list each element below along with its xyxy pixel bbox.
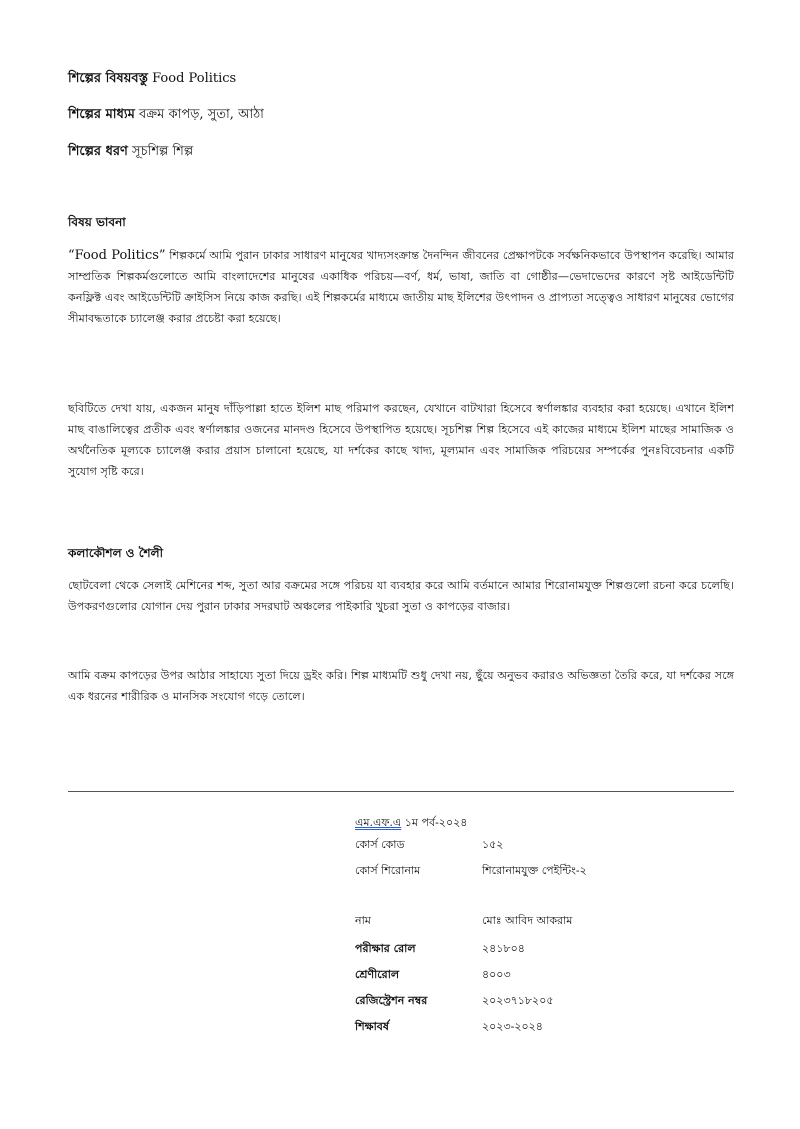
info-label: কোর্স শিরোনাম — [355, 864, 421, 877]
info-row — [355, 1018, 655, 1036]
info-value: ২০২৩৭১৮২০৫ — [482, 994, 554, 1007]
type-value: সূচশিল্প শিল্প — [132, 144, 194, 159]
topic-label: শিল্পের বিষয়বস্তু — [68, 71, 148, 86]
info-value: ২০২৩-২০২৪ — [482, 1020, 543, 1033]
info-row — [355, 992, 655, 1010]
info-row — [355, 912, 655, 930]
info-label: রেজিস্ট্রেশন নম্বর — [355, 994, 428, 1007]
info-label: কোর্স কোড — [355, 838, 405, 851]
info-value: ১৫২ — [482, 838, 504, 851]
technique-paragraph-2: আমি বক্রম কাপড়ের উপর আঠার সাহায্যে সুতা দিয়ে ড্রইং করি। শিল্প মাধ্যমটি শুধু দেখা নয়, ছুঁয়ে অনুভব করারও অভিজ্ঞতা তৈরি করে, যা দর্শকের সঙ্গে এক ধরনের শারীরিক ও মানসিক সংযোগ গড়ে তোলে। — [68, 669, 734, 703]
medium-label: শিল্পের মাধ্যম — [68, 107, 135, 122]
footer-divider — [68, 791, 734, 792]
info-label: শিক্ষাবর্ষ — [355, 1020, 389, 1033]
technique-paragraph-1: ছোটবেলা থেকে সেলাই মেশিনের শব্দ, সুতা আর বক্রমের সঙ্গে পরিচয় যা ব্যবহার করে আমি বর্তমানে আমার শিরোনামযুক্ত শিল্পগুলো রচনা করে চলেছি। উপকরণগুলোর যোগান দেয় পুরান ঢাকার সদরঘাট অঞ্চলের পাইকারি খুচরা সুতা ও কাপড়ের বাজার। — [68, 579, 734, 613]
info-label: নাম — [355, 914, 371, 927]
info-value: শিরোনামযুক্ত পেইন্টিং-২ — [482, 864, 587, 877]
concept-paragraph-1-text: শিল্পকর্মে আমি পুরান ঢাকার সাধারণ মানুষের খাদ্যসংক্রান্ত দৈনন্দিন জীবনের প্রেক্ষাপটকে সর্বক্ষনিকভাবে উপস্থাপন করেছি। আমার সাম্প্রতিক শিল্পকর্মগুলোতে আমি বাংলাদেশের মানুষের একাধিক পরিচয়—বর্ণ, ধর্ম, ভাষা, জাতি বা গোষ্ঠীর—ভেদাভেদের কারণে সৃষ্ট আইডেন্টিটি কনফ্লিক্ট এবং আইডেন্টিটি ক্রাইসিস নিয়ে কাজ করছি। এই শিল্পকর্মের মাধ্যমে জাতীয় মাছ ইলিশের উৎপাদন ও প্রাপ্যতা সত্ত্বেও সাধারণ মানুষের ভোগের সীমাবদ্ধতাকে চ্যালেঞ্জ করার প্রচেষ্টা করা হয়েছে। — [68, 249, 734, 325]
semester-text: ১ম পর্ব-২০২৪ — [401, 816, 468, 829]
artwork-medium-line — [68, 106, 264, 124]
info-row — [355, 966, 655, 984]
medium-value: বক্রম কাপড়, সুতা, আঠা — [139, 107, 264, 122]
artwork-type-line — [68, 143, 193, 161]
info-label: শ্রেণীরোল — [355, 968, 400, 981]
info-label: পরীক্ষার রোল — [355, 942, 416, 955]
technique-heading: কলাকৌশল ও শৈলী — [68, 546, 164, 560]
info-value: মোঃ আবিদ আকরাম — [482, 914, 573, 927]
info-row — [355, 862, 655, 880]
quoted-title: “Food Politics” — [68, 248, 166, 263]
info-row — [355, 836, 655, 854]
type-label: শিল্পের ধরণ — [68, 144, 128, 159]
concept-paragraph-1 — [68, 245, 734, 329]
info-value: ৪০০৩ — [482, 968, 511, 981]
concept-heading: বিষয় ভাবনা — [68, 215, 126, 229]
concept-paragraph-2: ছবিটিতে দেখা যায়, একজন মানুষ দাঁড়িপাল্লা হাতে ইলিশ মাছ পরিমাপ করছেন, যেখানে বাটখারা হিসেবে স্বর্ণালঙ্কার ব্যবহার করা হয়েছে। এখানে ইলিশ মাছ বাঙালিত্বের প্রতীক এবং স্বর্ণালঙ্কার ওজনের মানদণ্ড হিসেবে উপস্থাপিত হয়েছে। সূচশিল্প শিল্প হিসেবে এই কাজের মাধ্যমে ইলিশ মাছের সামাজিক ও অর্থনৈতিক মূল্যকে চ্যালেঞ্জ করার প্রয়াস চালানো হয়েছে, যা দর্শকের কাছে খাদ্য, মূল্যমান এবং সামাজিক পরিচয়ের সম্পর্কের পুনঃবিবেচনার একটি সুযোগ সৃষ্টি করে। — [68, 402, 734, 478]
degree-abbrev: এম.এফ.এ — [355, 816, 402, 829]
info-value: ২৪১৮০৪ — [482, 942, 525, 955]
info-row — [355, 940, 655, 958]
semester-line — [355, 814, 467, 833]
topic-value: Food Politics — [152, 71, 237, 86]
artwork-topic-line — [68, 70, 236, 88]
